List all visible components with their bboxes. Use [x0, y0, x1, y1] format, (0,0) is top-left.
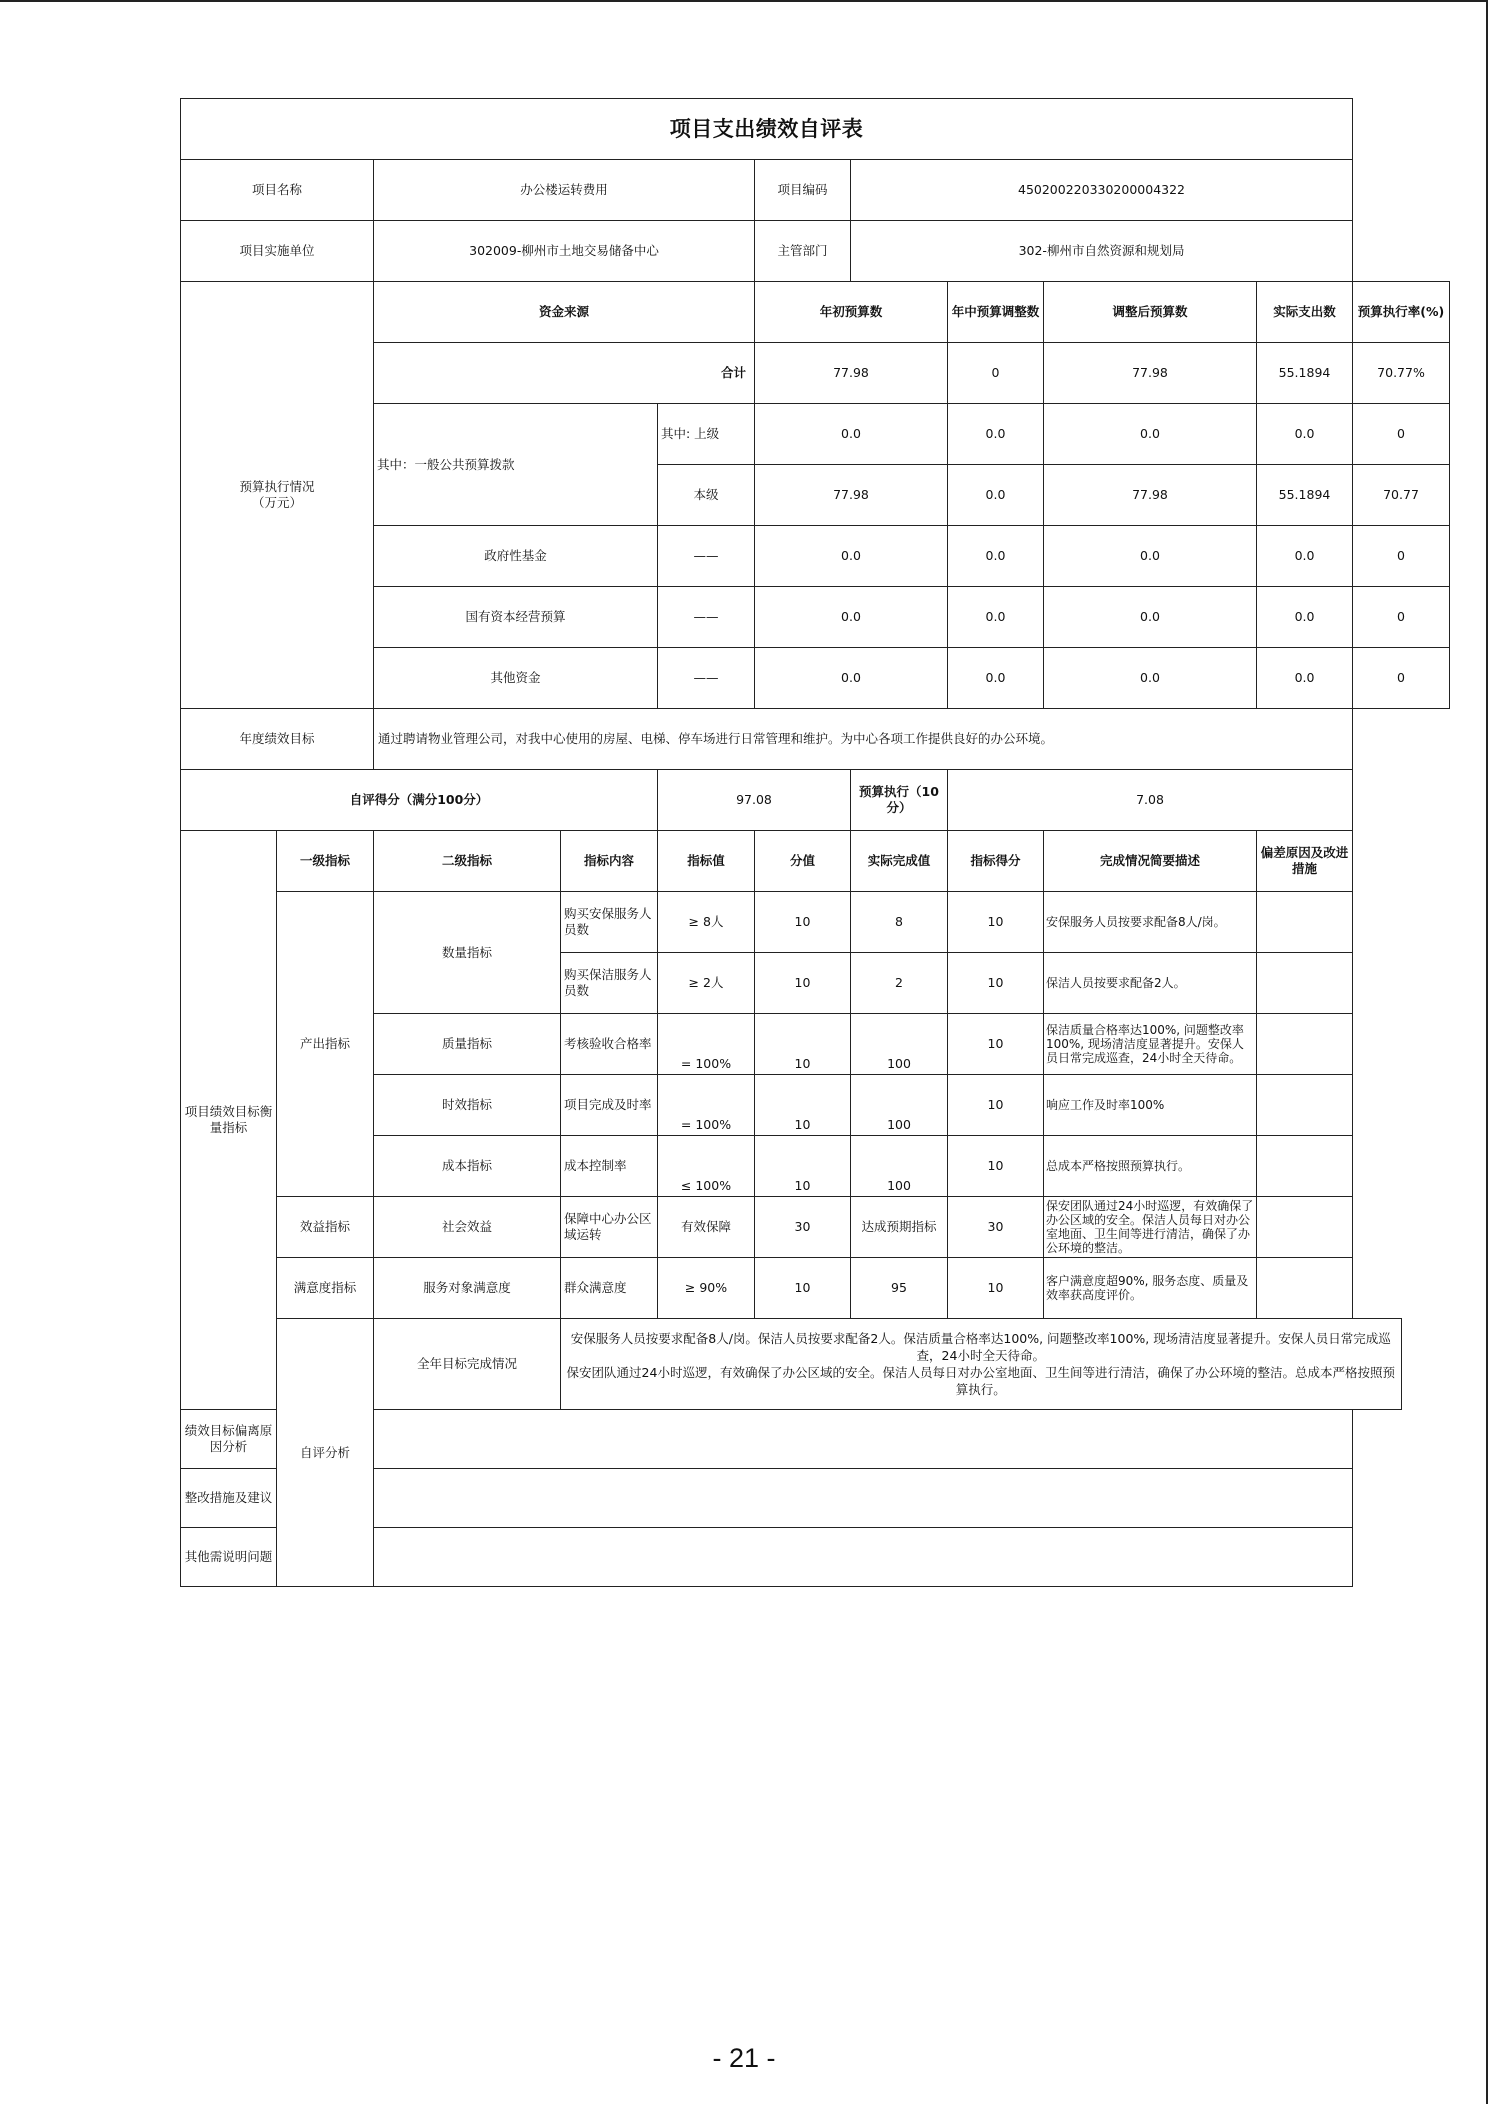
performance-evaluation-table	[180, 98, 1450, 1587]
indicator-score: 10	[948, 953, 1044, 1014]
local-label: 本级	[658, 465, 755, 526]
total-initial: 77.98	[755, 343, 948, 404]
state-capital-rate: 0	[1353, 587, 1450, 648]
indicator-reason	[1257, 1075, 1353, 1136]
gov-fund-mid: 0.0	[948, 526, 1044, 587]
gov-fund-dash: ——	[658, 526, 755, 587]
header-score: 指标得分	[948, 831, 1044, 892]
header-actual: 实际完成值	[851, 831, 948, 892]
indicator-points: 10	[755, 1258, 851, 1319]
deviation-analysis-text	[374, 1410, 1353, 1469]
budget-exec-score-value: 7.08	[948, 770, 1353, 831]
local-actual: 55.1894	[1257, 465, 1353, 526]
superior-rate: 0	[1353, 404, 1450, 465]
header-content: 指标内容	[561, 831, 658, 892]
header-adjusted-budget: 调整后预算数	[1044, 282, 1257, 343]
superior-label: 其中: 上级	[658, 404, 755, 465]
total-rate: 70.77%	[1353, 343, 1450, 404]
completion-label: 全年目标完成情况	[374, 1319, 561, 1410]
indicator-content: 项目完成及时率	[561, 1075, 658, 1136]
project-code: 450200220330200004322	[851, 160, 1353, 221]
satisfaction-indicator-label: 满意度指标	[277, 1258, 374, 1319]
budget-section-label-line1: 预算执行情况	[239, 479, 315, 494]
cost-indicator-label: 成本指标	[374, 1136, 561, 1197]
indicator-points: 10	[755, 1014, 851, 1075]
implementing-unit-label: 项目实施单位	[181, 221, 374, 282]
indicator-target: = 100%	[658, 1014, 755, 1075]
completion-text	[561, 1319, 1402, 1410]
indicator-score: 10	[948, 1075, 1044, 1136]
local-mid: 0.0	[948, 465, 1044, 526]
superior-actual: 0.0	[1257, 404, 1353, 465]
header-target: 指标值	[658, 831, 755, 892]
project-name: 办公楼运转费用	[374, 160, 755, 221]
project-name-label: 项目名称	[181, 160, 374, 221]
deviation-analysis-label: 绩效目标偏离原因分析	[181, 1410, 277, 1469]
indicator-content: 考核验收合格率	[561, 1014, 658, 1075]
indicator-content: 购买安保服务人员数	[561, 892, 658, 953]
quantity-indicator-label: 数量指标	[374, 892, 561, 1014]
completion-text-line1: 安保服务人员按要求配备8人/岗。保洁人员按要求配备2人。保洁质量合格率达100%, 问题整改率100%, 现场清洁度显著提升。安保人员日常完成巡查，24小时全天待命。	[570, 1331, 1391, 1363]
other-funds-mid: 0.0	[948, 648, 1044, 709]
other-issues-label: 其他需说明问题	[181, 1528, 277, 1587]
indicator-content: 成本控制率	[561, 1136, 658, 1197]
header-points: 分值	[755, 831, 851, 892]
benefit-indicator-label: 效益指标	[277, 1197, 374, 1258]
implementing-unit: 302009-柳州市土地交易储备中心	[374, 221, 755, 282]
header-fund-source: 资金来源	[374, 282, 755, 343]
gov-fund-actual: 0.0	[1257, 526, 1353, 587]
indicator-reason	[1257, 892, 1353, 953]
indicator-description: 客户满意度超90%, 服务态度、质量及效率获高度评价。	[1044, 1258, 1257, 1319]
indicator-actual: 100	[851, 1136, 948, 1197]
indicator-points: 10	[755, 1136, 851, 1197]
header-actual-spend: 实际支出数	[1257, 282, 1353, 343]
output-indicator-label: 产出指标	[277, 892, 374, 1197]
state-capital-mid: 0.0	[948, 587, 1044, 648]
budget-section-label-line2: （万元）	[251, 495, 302, 510]
indicator-description: 保洁质量合格率达100%, 问题整改率100%, 现场清洁度显著提升。安保人员日常完成巡查，24小时全天待命。	[1044, 1014, 1257, 1075]
total-mid: 0	[948, 343, 1044, 404]
indicators-section-label: 项目绩效目标衡量指标	[181, 831, 277, 1410]
header-description: 完成情况简要描述	[1044, 831, 1257, 892]
indicator-reason	[1257, 953, 1353, 1014]
state-capital-label: 国有资本经营预算	[374, 587, 658, 648]
gov-fund-rate: 0	[1353, 526, 1450, 587]
total-label: 合计	[374, 343, 755, 404]
local-rate: 70.77	[1353, 465, 1450, 526]
other-funds-rate: 0	[1353, 648, 1450, 709]
indicator-score: 10	[948, 892, 1044, 953]
header-level2: 二级指标	[374, 831, 561, 892]
budget-exec-score-label: 预算执行（10分）	[851, 770, 948, 831]
header-execution-rate: 预算执行率(%)	[1353, 282, 1450, 343]
indicator-description: 安保服务人员按要求配备8人/岗。	[1044, 892, 1257, 953]
state-capital-dash: ——	[658, 587, 755, 648]
indicator-actual: 达成预期指标	[851, 1197, 948, 1258]
other-funds-dash: ——	[658, 648, 755, 709]
indicator-description: 总成本严格按照预算执行。	[1044, 1136, 1257, 1197]
competent-dept: 302-柳州市自然资源和规划局	[851, 221, 1353, 282]
general-budget-label: 其中：一般公共预算拨款	[374, 404, 658, 526]
indicator-target: ≥ 90%	[658, 1258, 755, 1319]
indicator-content: 群众满意度	[561, 1258, 658, 1319]
budget-section-label	[181, 282, 374, 709]
page-number: - 21 -	[712, 2043, 776, 2073]
indicator-reason	[1257, 1197, 1353, 1258]
state-capital-initial: 0.0	[755, 587, 948, 648]
state-capital-adjusted: 0.0	[1044, 587, 1257, 648]
other-issues-text	[374, 1528, 1353, 1587]
indicator-score: 30	[948, 1197, 1044, 1258]
indicator-actual: 2	[851, 953, 948, 1014]
rectification-text	[374, 1469, 1353, 1528]
service-satisfaction-label: 服务对象满意度	[374, 1258, 561, 1319]
state-capital-actual: 0.0	[1257, 587, 1353, 648]
local-adjusted: 77.98	[1044, 465, 1257, 526]
header-deviation-reason: 偏差原因及改进措施	[1257, 831, 1353, 892]
self-score-label: 自评得分（满分100分）	[181, 770, 658, 831]
indicator-reason	[1257, 1258, 1353, 1319]
other-funds-actual: 0.0	[1257, 648, 1353, 709]
total-actual: 55.1894	[1257, 343, 1353, 404]
quality-indicator-label: 质量指标	[374, 1014, 561, 1075]
social-benefit-label: 社会效益	[374, 1197, 561, 1258]
project-code-label: 项目编码	[755, 160, 851, 221]
header-initial-budget: 年初预算数	[755, 282, 948, 343]
total-adjusted: 77.98	[1044, 343, 1257, 404]
indicator-actual: 95	[851, 1258, 948, 1319]
indicator-points: 10	[755, 953, 851, 1014]
indicator-actual: 8	[851, 892, 948, 953]
indicator-target: ≥ 2人	[658, 953, 755, 1014]
indicator-actual: 100	[851, 1014, 948, 1075]
indicator-reason	[1257, 1136, 1353, 1197]
indicator-points: 30	[755, 1197, 851, 1258]
indicator-target: 有效保障	[658, 1197, 755, 1258]
self-analysis-label: 自评分析	[277, 1319, 374, 1587]
indicator-score: 10	[948, 1136, 1044, 1197]
gov-fund-label: 政府性基金	[374, 526, 658, 587]
indicator-content: 保障中心办公区域运转	[561, 1197, 658, 1258]
indicator-points: 10	[755, 892, 851, 953]
header-level1: 一级指标	[277, 831, 374, 892]
indicator-description: 保安团队通过24小时巡逻，有效确保了办公区域的安全。保洁人员每日对办公室地面、卫生间等进行清洁，确保了办公环境的整洁。	[1044, 1197, 1257, 1258]
table-title: 项目支出绩效自评表	[181, 99, 1353, 160]
indicator-target: ≥ 8人	[658, 892, 755, 953]
superior-mid: 0.0	[948, 404, 1044, 465]
annual-goal-label: 年度绩效目标	[181, 709, 374, 770]
timeliness-indicator-label: 时效指标	[374, 1075, 561, 1136]
indicator-description: 保洁人员按要求配备2人。	[1044, 953, 1257, 1014]
other-funds-label: 其他资金	[374, 648, 658, 709]
indicator-content: 购买保洁服务人员数	[561, 953, 658, 1014]
competent-dept-label: 主管部门	[755, 221, 851, 282]
other-funds-adjusted: 0.0	[1044, 648, 1257, 709]
gov-fund-initial: 0.0	[755, 526, 948, 587]
self-score-value: 97.08	[658, 770, 851, 831]
indicator-score: 10	[948, 1258, 1044, 1319]
completion-text-line2: 保安团队通过24小时巡逻，有效确保了办公区域的安全。保洁人员每日对办公室地面、卫生间等进行清洁，确保了办公环境的整洁。总成本严格按照预算执行。	[566, 1365, 1395, 1397]
superior-initial: 0.0	[755, 404, 948, 465]
gov-fund-adjusted: 0.0	[1044, 526, 1257, 587]
indicator-score: 10	[948, 1014, 1044, 1075]
indicator-actual: 100	[851, 1075, 948, 1136]
other-funds-initial: 0.0	[755, 648, 948, 709]
top-border-line	[0, 0, 1488, 2]
rectification-label: 整改措施及建议	[181, 1469, 277, 1528]
indicator-description: 响应工作及时率100%	[1044, 1075, 1257, 1136]
indicator-reason	[1257, 1014, 1353, 1075]
local-initial: 77.98	[755, 465, 948, 526]
indicator-target: ≤ 100%	[658, 1136, 755, 1197]
annual-goal-text: 通过聘请物业管理公司，对我中心使用的房屋、电梯、停车场进行日常管理和维护。为中心各项工作提供良好的办公环境。	[374, 709, 1353, 770]
header-mid-adjust: 年中预算调整数	[948, 282, 1044, 343]
superior-adjusted: 0.0	[1044, 404, 1257, 465]
indicator-target: = 100%	[658, 1075, 755, 1136]
indicator-points: 10	[755, 1075, 851, 1136]
